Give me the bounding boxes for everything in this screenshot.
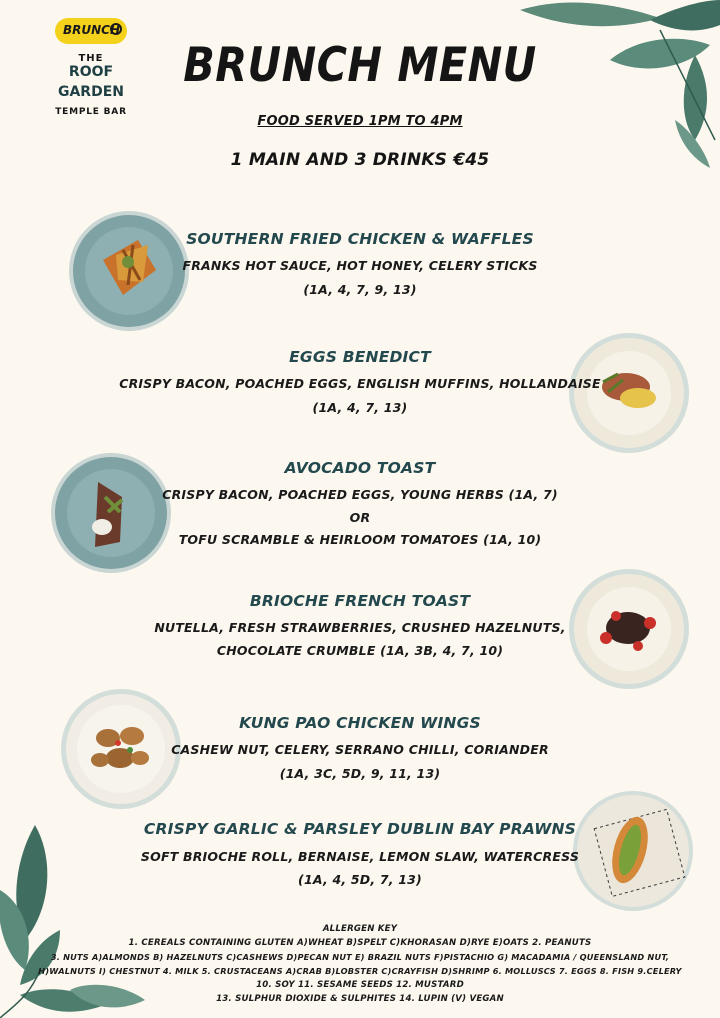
dish-description: FRANKS HOT SAUCE, HOT HONEY, CELERY STICKS <box>182 258 538 273</box>
dish-or: OR <box>349 510 371 525</box>
allergen-key-line: 1. CEREALS CONTAINING GLUTEN A)WHEAT B)SPELT C)KHORASAN D)RYE E)OATS 2. PEANUTS <box>128 938 592 948</box>
dish-allergens: (1A, 4, 5D, 7, 13) <box>298 872 422 887</box>
logo-line3: TEMPLE BAR <box>55 107 127 117</box>
allergen-key-line: 10. SOY 11. SESAME SEEDS 12. MUSTARD <box>256 980 464 990</box>
spiral-icon <box>110 23 122 35</box>
dish-allergens: (1A, 3C, 5D, 9, 11, 13) <box>279 766 441 781</box>
allergen-key-line: 3. NUTS A)ALMONDS B) HAZELNUTS C)CASHEWS D)PECAN NUT E) BRAZIL NUTS F)PISTACHIO G) MACADAMIA / QUEENSLAND NUT, <box>50 952 670 962</box>
logo-line1: ROOF <box>68 64 114 80</box>
menu-title: BRUNCH MENU <box>183 38 537 93</box>
logo-line2: GARDEN <box>57 84 124 100</box>
dish-name: KUNG PAO CHICKEN WINGS <box>239 714 481 732</box>
dish-description: CRISPY BACON, POACHED EGGS, YOUNG HERBS (1A, 7) <box>162 487 558 502</box>
dish-description: CASHEW NUT, CELERY, SERRANO CHILLI, CORIANDER <box>171 742 549 757</box>
dish-name: BRIOCHE FRENCH TOAST <box>249 592 471 610</box>
allergen-key-line: H)WALNUTS I) CHESTNUT 4. MILK 5. CRUSTACEANS A)CRAB B)LOBSTER C)CRAYFISH D)SHRIMP 6. MOLLUSCS 7. EGGS 8. FISH 9.CELERY <box>38 966 682 976</box>
served-hours: FOOD SERVED 1PM TO 4PM <box>257 114 463 129</box>
logo-badge-text: BRUNCH <box>63 23 121 37</box>
allergen-key-line: 13. SULPHUR DIOXIDE & SULPHITES 14. LUPIN (V) VEGAN <box>216 994 504 1004</box>
logo-the: THE <box>78 53 104 64</box>
dish-description-alt: TOFU SCRAMBLE & HEIRLOOM TOMATOES (1A, 10) <box>178 532 542 547</box>
allergen-key-heading: ALLERGEN KEY <box>322 924 398 934</box>
dish-allergens: (1A, 4, 7, 9, 13) <box>303 282 417 297</box>
dish-description: CRISPY BACON, POACHED EGGS, ENGLISH MUFFINS, HOLLANDAISE <box>119 376 601 391</box>
dish-description-cont: CHOCOLATE CRUMBLE (1A, 3B, 4, 7, 10) <box>216 643 504 658</box>
dish-description: NUTELLA, FRESH STRAWBERRIES, CRUSHED HAZELNUTS, <box>154 620 566 635</box>
dish-name: AVOCADO TOAST <box>284 459 436 477</box>
dish-name: EGGS BENEDICT <box>289 348 431 366</box>
dish-name: SOUTHERN FRIED CHICKEN & WAFFLES <box>186 230 534 248</box>
price-deal: 1 MAIN AND 3 DRINKS €45 <box>230 150 490 170</box>
dish-name: CRISPY GARLIC & PARSLEY DUBLIN BAY PRAWNS <box>143 820 577 838</box>
dish-description: SOFT BRIOCHE ROLL, BERNAISE, LEMON SLAW, WATERCRESS <box>140 849 580 864</box>
dish-allergens: (1A, 4, 7, 13) <box>312 400 408 415</box>
